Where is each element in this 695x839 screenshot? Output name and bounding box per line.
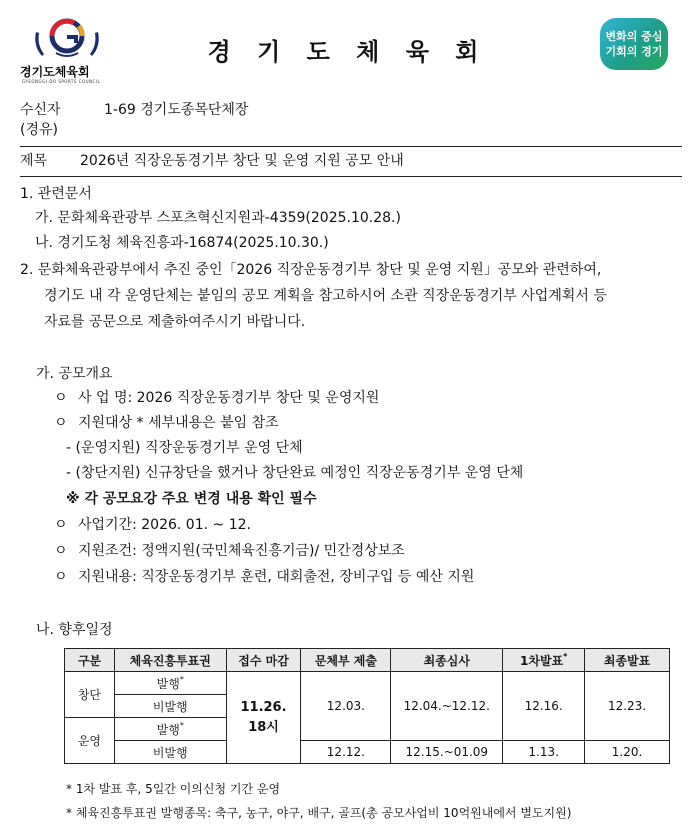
- schedule-table: [64, 648, 670, 764]
- bullet-icon: ㅇ: [54, 543, 68, 559]
- support-conditions: 지원조건: 정액지원(국민체육진흥기금)/ 민간경상보조: [78, 543, 405, 559]
- page-title: 경 기 도 체 육 회: [207, 38, 488, 66]
- first-announce-label: 1차발표: [520, 653, 564, 668]
- bullet-icon: ㅇ: [54, 415, 68, 431]
- toto-not-issued: 비발행: [114, 741, 226, 764]
- related-doc-1: 가. 문화체육관광부 스포츠혁신지원과-4359(2025.10.28.): [35, 210, 401, 226]
- submit-b: 12.12.: [301, 741, 391, 764]
- support-target-operation: - (운영지원) 직장운동경기부 운영 단체: [66, 440, 303, 456]
- section2-line-1: 2. 문화체육관광부에서 추진 중인「2026 직장운동경기부 창단 및 운영 지원」공모와 관련하여,: [20, 262, 602, 278]
- submit-a: 12.03.: [301, 672, 391, 741]
- toto-not-issued: 비발행: [114, 695, 226, 718]
- col-header-ministry-submit: 문체부 제출: [301, 649, 391, 672]
- first-announce-a: 12.16.: [503, 672, 585, 741]
- divider: [20, 176, 682, 177]
- related-doc-2: 나. 경기도청 체육진흥과-16874(2025.10.30.): [35, 235, 329, 251]
- section2-line-2: 경기도 내 각 운영단체는 붙임의 공모 계획을 참고하시어 소관 직장운동경기부 사업계획서 등: [44, 288, 607, 304]
- recipient-label: 수신자: [20, 102, 61, 118]
- bullet-icon: ㅇ: [54, 569, 68, 585]
- footnote-mark: *: [563, 651, 568, 661]
- table-row: [65, 741, 670, 764]
- bullet-icon: ㅇ: [54, 390, 68, 406]
- col-header-deadline: 접수 마감: [226, 649, 301, 672]
- review-b: 12.15.~01.09: [391, 741, 503, 764]
- toto-issued: [114, 718, 226, 741]
- deadline-cell: [226, 672, 301, 764]
- section2-line-3: 자료를 공문으로 제출하여주시기 바랍니다.: [44, 314, 306, 330]
- footnote-mark: *: [179, 674, 184, 684]
- project-period: 사업기간: 2026. 01. ~ 12.: [78, 517, 251, 533]
- table-row: [65, 672, 670, 695]
- col-header-final-review: 최종심사: [391, 649, 503, 672]
- subject-value: 2026년 직장운동경기부 창단 및 운영 지원 공모 안내: [80, 153, 404, 169]
- org-logo-subtext: GYEONGGI-DO SPORTS COUNCIL: [22, 79, 101, 84]
- subject-label: 제목: [20, 153, 48, 169]
- col-header-toto: 체육진흥투표권: [114, 649, 226, 672]
- schedule-note-1: * 1차 발표 후, 5일간 이의신청 기간 운영: [66, 782, 281, 796]
- table-header-row: [65, 649, 670, 672]
- support-target-founding: - (창단지원) 신규창단을 했거나 창단완료 예정인 직장운동경기부 운영 단체: [66, 465, 524, 481]
- toto-issued-label: 발행: [156, 676, 180, 691]
- schedule-heading: 나. 향후일정: [36, 622, 113, 638]
- recipient-value: 1-69 경기도종목단체장: [104, 102, 249, 118]
- schedule-note-2: * 체육진흥투표권 발행종목: 축구, 농구, 야구, 배구, 골프(총 공모사업비 10억원내에서 별도지원): [66, 806, 572, 820]
- col-header-category: 구분: [65, 649, 115, 672]
- recipient-via: (경유): [20, 122, 58, 138]
- support-content: 지원내용: 직장운동경기부 훈련, 대회출전, 장비구입 등 예산 지원: [78, 569, 475, 585]
- support-target: 지원대상 * 세부내용은 붙임 참조: [78, 415, 279, 431]
- slogan-badge: [600, 18, 668, 70]
- first-announce-b: 1.13.: [503, 741, 585, 764]
- col-header-first-announce: [503, 649, 585, 672]
- footnote-mark: *: [179, 720, 184, 730]
- overview-heading: 가. 공모개요: [36, 366, 113, 382]
- final-announce-b: 1.20.: [585, 741, 670, 764]
- toto-issued-label: 발행: [156, 722, 180, 737]
- section1-heading: 1. 관련문서: [20, 186, 92, 202]
- project-name: 사 업 명: 2026 직장운동경기부 창단 및 운영지원: [78, 390, 380, 406]
- col-header-final-announce: 최종발표: [585, 649, 670, 672]
- deadline-date: 11.26.: [240, 699, 287, 715]
- deadline-time: 18시: [248, 719, 279, 735]
- final-announce-a: 12.23.: [585, 672, 670, 741]
- badge-line-2: 기회의 경기: [605, 45, 663, 58]
- category-founding: 창단: [65, 672, 115, 718]
- review-a: 12.04.~12.12.: [391, 672, 503, 741]
- divider: [20, 146, 682, 147]
- badge-line-1: 변화의 중심: [605, 30, 663, 43]
- toto-issued: [114, 672, 226, 695]
- category-operation: 운영: [65, 718, 115, 764]
- notice-text: ※ 각 공모요강 주요 변경 내용 확인 필수: [66, 491, 317, 507]
- bullet-icon: ㅇ: [54, 517, 68, 533]
- org-logo-text: 경기도체육회: [20, 65, 90, 79]
